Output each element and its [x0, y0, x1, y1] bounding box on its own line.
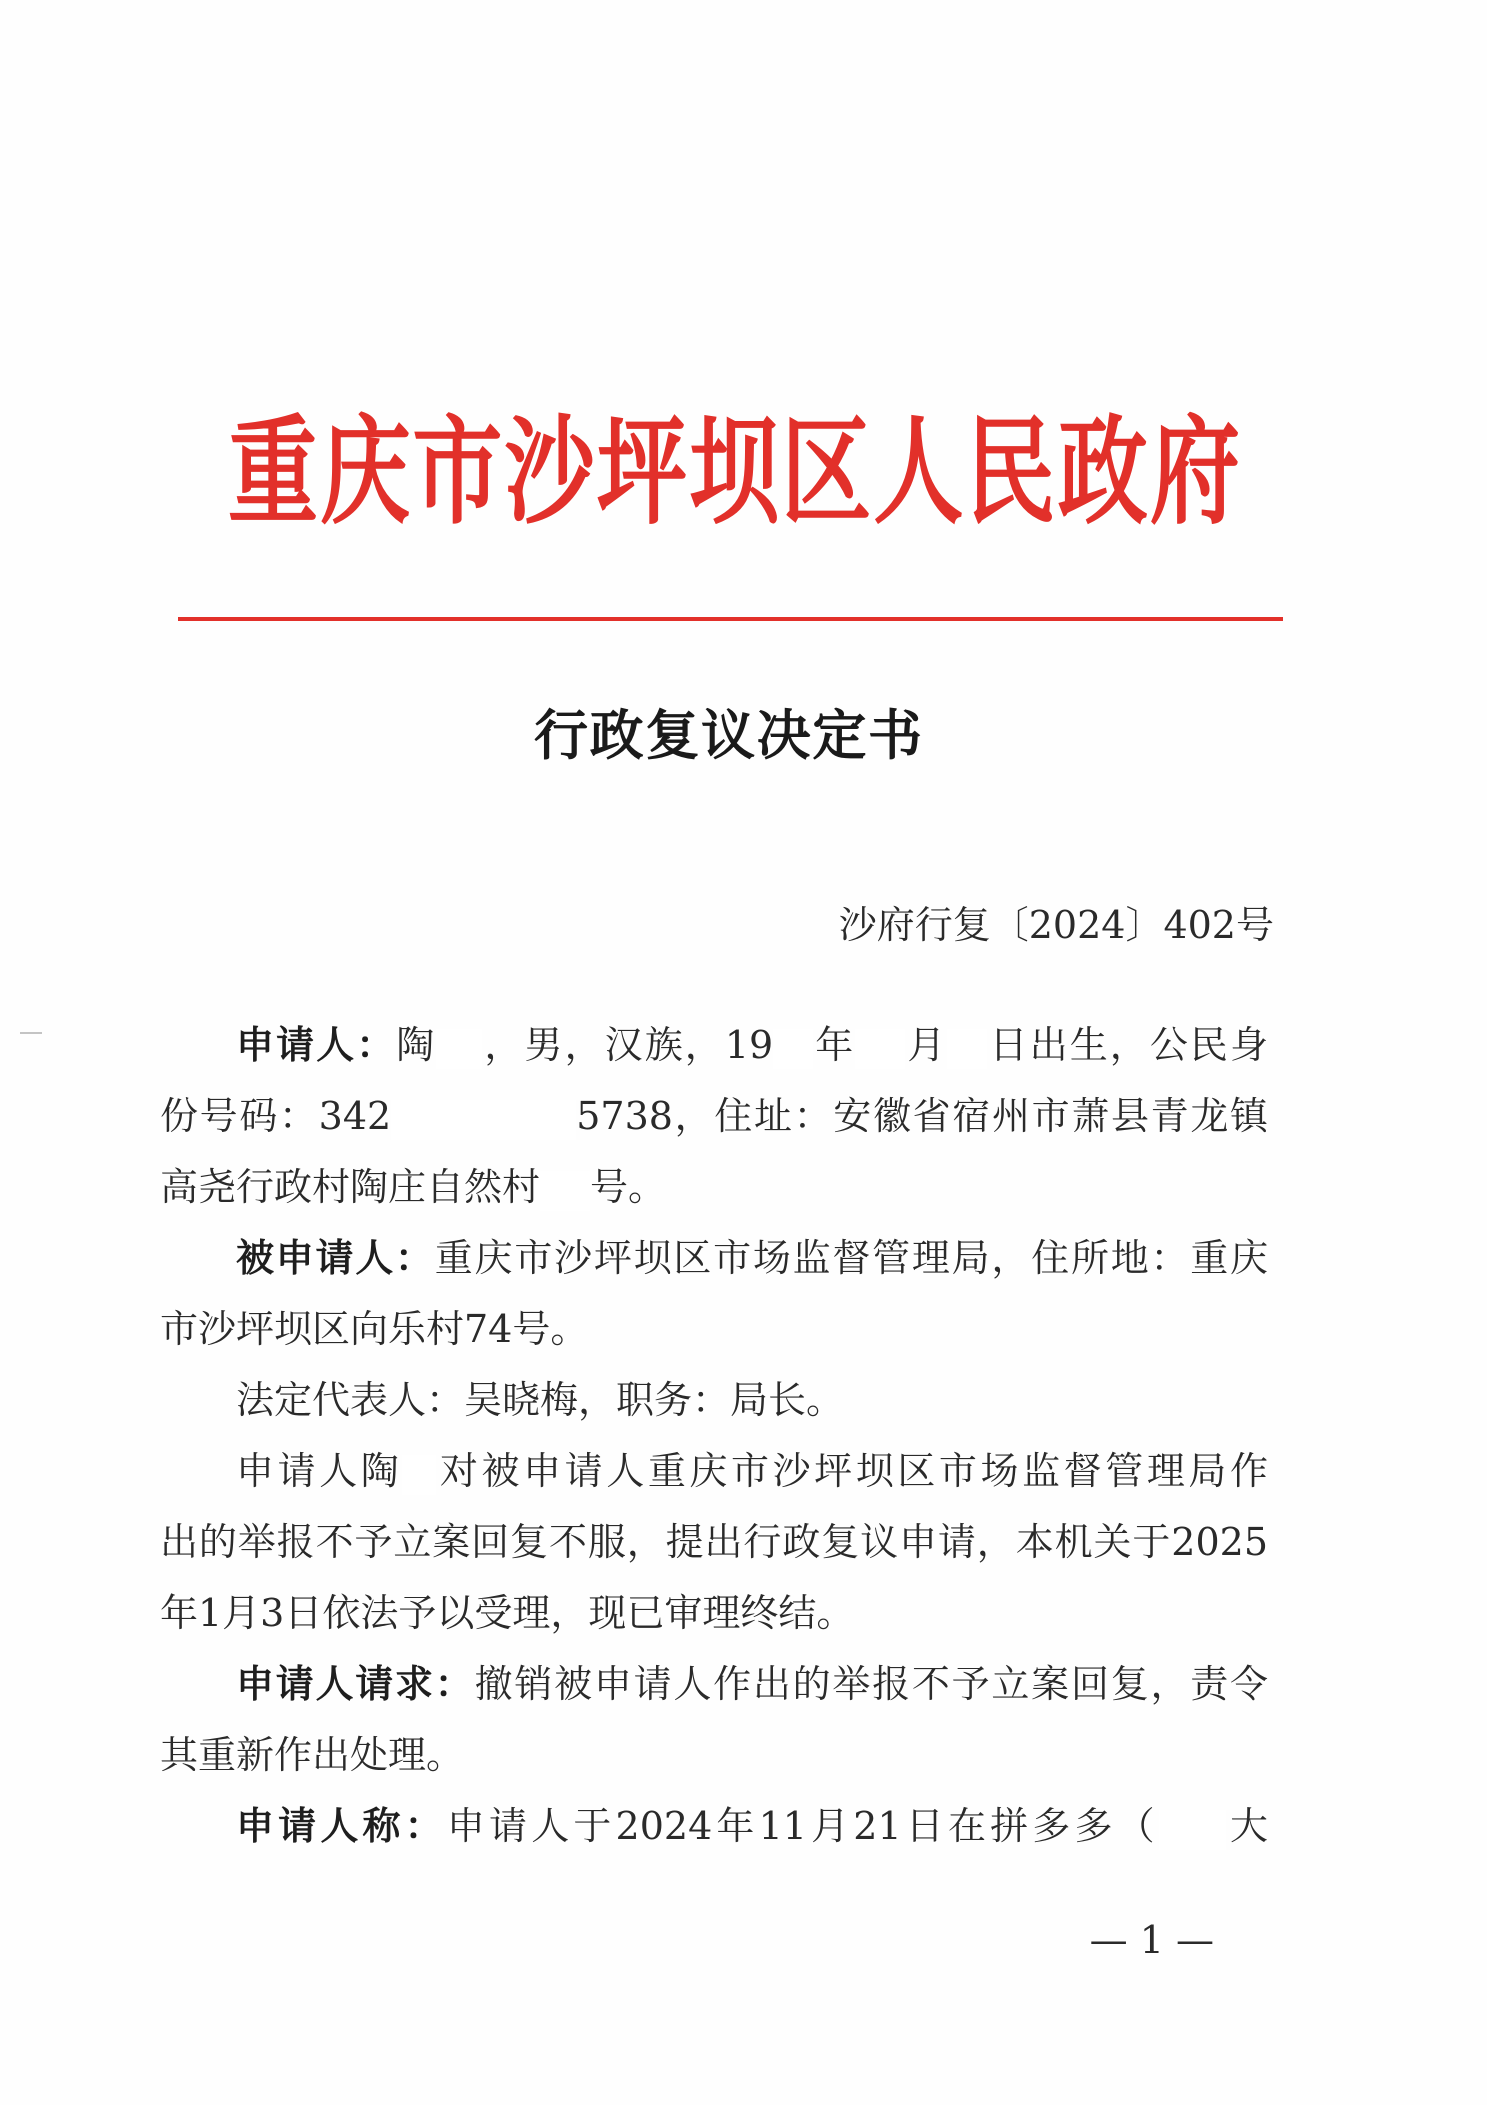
scan-artifact [20, 1032, 42, 1034]
body-line [160, 1294, 1268, 1365]
redaction-box [436, 1029, 482, 1069]
applicant-section [160, 1010, 1268, 1223]
respondent-text: 市沙坪坝区向乐村74号。 [160, 1307, 589, 1351]
id-number-prefix: 份号码：342 [160, 1094, 392, 1138]
case-intro-text: 年1月3日依法予以受理，现已审理终结。 [160, 1591, 855, 1635]
redaction-box [402, 1455, 436, 1495]
redaction-box [773, 1029, 813, 1069]
body-line [160, 1081, 1268, 1152]
redaction-box [391, 1100, 576, 1140]
body-line [160, 1507, 1268, 1578]
address-end: 号。 [590, 1165, 667, 1209]
year-unit: 年 [813, 1023, 856, 1067]
issuer-header: 重庆市沙坪坝区人民政府 [228, 403, 1240, 541]
redaction-box [540, 1171, 590, 1211]
address-village: 高尧行政村陶庄自然村 [160, 1165, 541, 1209]
document-number: 沙府行复〔2024〕402号 [838, 903, 1274, 947]
redaction-box [1159, 1810, 1226, 1850]
red-header-rule [178, 617, 1283, 621]
respondent-section [160, 1223, 1268, 1365]
redaction-box [855, 1029, 905, 1069]
applicant-info: 日出生，公民身 [987, 1023, 1268, 1067]
applicant-claim-section [160, 1791, 1268, 1862]
document-title: 行政复议决定书 [534, 703, 922, 767]
body-line [160, 1436, 1268, 1507]
body-line [160, 1791, 1268, 1862]
respondent-text: 重庆市沙坪坝区市场监督管理局，住所地：重庆 [434, 1236, 1268, 1280]
redaction-box [947, 1029, 987, 1069]
case-intro-text: 对被申请人重庆市沙坪坝区市场监督管理局作 [436, 1449, 1268, 1493]
applicant-name: 陶 [396, 1023, 437, 1067]
id-number-address: 5738，住址：安徽省宿州市萧县青龙镇 [576, 1094, 1268, 1138]
request-label: 申请人请求： [236, 1662, 475, 1706]
case-intro-text: 申请人陶 [236, 1449, 403, 1493]
applicant-info: ，男，汉族，19 [482, 1023, 774, 1067]
body-line [160, 1365, 1268, 1436]
body-line [160, 1223, 1268, 1294]
document-body [160, 1010, 1268, 1862]
applicant-request-section [160, 1649, 1268, 1791]
legal-representative-text: 法定代表人：吴晓梅，职务：局长。 [236, 1378, 845, 1422]
body-line [160, 1010, 1268, 1081]
applicant-label: 申请人： [236, 1023, 397, 1067]
respondent-label: 被申请人： [236, 1236, 435, 1280]
body-line [160, 1649, 1268, 1720]
month-unit: 月 [905, 1023, 948, 1067]
body-line [160, 1578, 1268, 1649]
claim-label: 申请人称： [236, 1804, 447, 1848]
page-number: — 1 — [1089, 1918, 1214, 1962]
case-intro-section [160, 1436, 1268, 1649]
request-text: 撤销被申请人作出的举报不予立案回复，责令 [474, 1662, 1268, 1706]
body-line [160, 1720, 1268, 1791]
body-line [160, 1152, 1268, 1223]
claim-text: 大 [1225, 1804, 1268, 1848]
case-intro-text: 出的举报不予立案回复不服，提出行政复议申请，本机关于2025 [160, 1520, 1268, 1564]
request-text: 其重新作出处理。 [160, 1733, 465, 1777]
legal-representative-section [160, 1365, 1268, 1436]
claim-text: 申请人于2024年11月21日在拼多多（ [446, 1804, 1159, 1848]
